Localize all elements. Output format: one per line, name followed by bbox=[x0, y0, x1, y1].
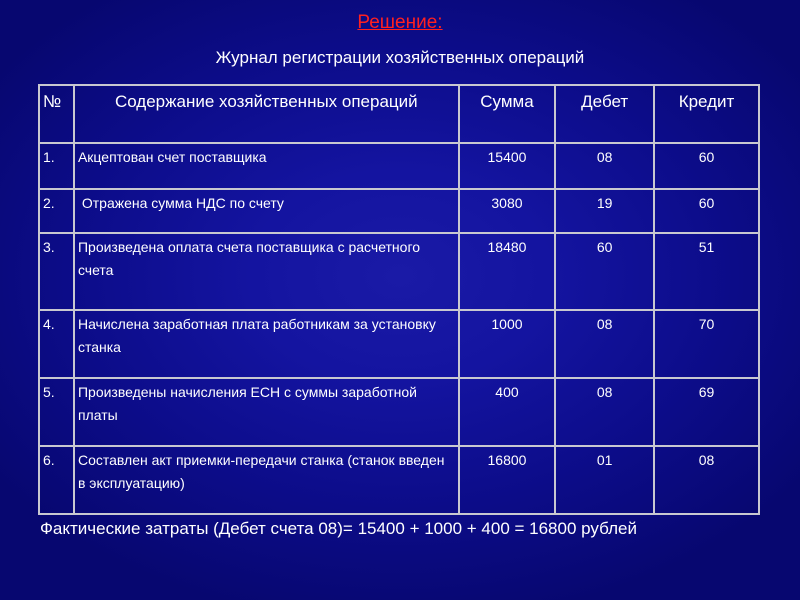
header-sum: Сумма bbox=[459, 85, 556, 143]
row-sum: 400 bbox=[459, 378, 556, 446]
row-credit: 60 bbox=[654, 189, 759, 233]
row-number: 2. bbox=[39, 189, 74, 233]
table-row bbox=[39, 143, 759, 189]
row-description: Произведена оплата счета поставщика с расчетного счета bbox=[74, 233, 459, 310]
actual-costs-summary: Фактические затраты (Дебет счета 08)= 15400 + 1000 + 400 = 16800 рублей bbox=[40, 519, 637, 538]
row-sum: 3080 bbox=[459, 189, 556, 233]
row-debit: 08 bbox=[555, 378, 654, 446]
row-debit: 19 bbox=[555, 189, 654, 233]
table-row bbox=[39, 378, 759, 446]
row-sum: 18480 bbox=[459, 233, 556, 310]
row-sum: 15400 bbox=[459, 143, 556, 189]
row-description: Отражена сумма НДС по счету bbox=[74, 189, 459, 233]
row-debit: 01 bbox=[555, 446, 654, 514]
row-debit: 60 bbox=[555, 233, 654, 310]
header-debit: Дебет bbox=[555, 85, 654, 143]
row-sum: 16800 bbox=[459, 446, 556, 514]
row-number: 5. bbox=[39, 378, 74, 446]
operations-journal-table bbox=[38, 84, 760, 515]
row-description: Произведены начисления ЕСН с суммы заработной платы bbox=[74, 378, 459, 446]
row-credit: 70 bbox=[654, 310, 759, 378]
row-debit: 08 bbox=[555, 310, 654, 378]
row-description: Начислена заработная плата работникам за установку станка bbox=[74, 310, 459, 378]
header-number: № bbox=[39, 85, 74, 143]
table-row bbox=[39, 310, 759, 378]
row-number: 4. bbox=[39, 310, 74, 378]
row-credit: 69 bbox=[654, 378, 759, 446]
table-row bbox=[39, 189, 759, 233]
journal-title: Журнал регистрации хозяйственных операций bbox=[215, 48, 585, 67]
row-description: Составлен акт приемки-передачи станка (станок введен в эксплуатацию) bbox=[74, 446, 459, 514]
table-row bbox=[39, 233, 759, 310]
row-credit: 08 bbox=[654, 446, 759, 514]
header-credit: Кредит bbox=[654, 85, 759, 143]
solution-heading: Решение: bbox=[357, 12, 443, 33]
row-description: Акцептован счет поставщика bbox=[74, 143, 459, 189]
row-number: 1. bbox=[39, 143, 74, 189]
row-sum: 1000 bbox=[459, 310, 556, 378]
row-number: 3. bbox=[39, 233, 74, 310]
row-number: 6. bbox=[39, 446, 74, 514]
row-debit: 08 bbox=[555, 143, 654, 189]
row-credit: 51 bbox=[654, 233, 759, 310]
row-credit: 60 bbox=[654, 143, 759, 189]
header-description: Содержание хозяйственных операций bbox=[74, 85, 459, 143]
table-header-row bbox=[39, 85, 759, 143]
table-row bbox=[39, 446, 759, 514]
